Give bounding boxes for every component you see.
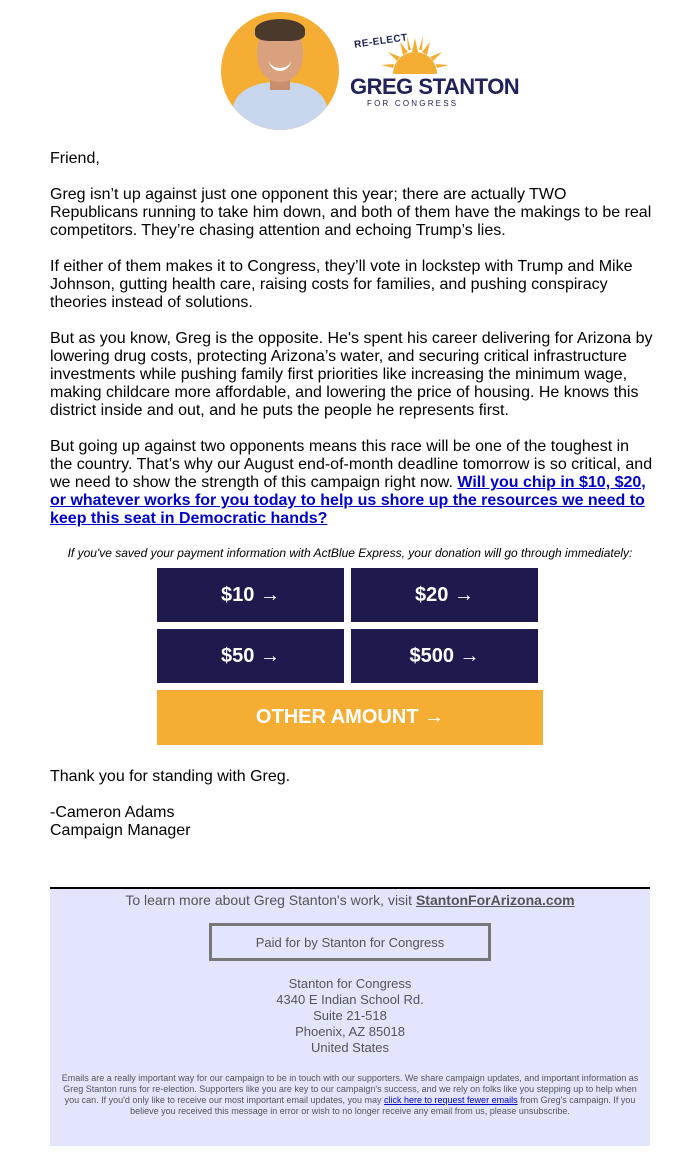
donate-50-button[interactable]: $50 → bbox=[157, 629, 344, 683]
disclaimer-text-1: Emails are a really important way for our campaign to be in touch with our supporters. We share campaign updates, and important information as Greg Stanton runs for re-election. Supporters like you are key to our campaign's success, and we rely on folks like you stepping up to help when you can. If you'd only like to receive our most important email updates, you may bbox=[61, 1073, 639, 1105]
mailing-address bbox=[50, 976, 650, 1056]
signer-name: -Cameron Adams bbox=[50, 804, 175, 821]
address-line: Stanton for Congress bbox=[288, 976, 412, 991]
thanks-line: Thank you for standing with Greg. bbox=[50, 768, 291, 785]
donate-other-amount-button[interactable]: OTHER AMOUNT → bbox=[157, 690, 543, 745]
website-link[interactable]: StantonForArizona.com bbox=[415, 892, 575, 908]
chip-in-link[interactable]: Will you chip in $10, $20, or whatever works for you today to help us shore up the resources we need to keep this seat in Democratic hands? bbox=[50, 474, 646, 527]
learn-more-line bbox=[50, 892, 650, 908]
paragraph-4 bbox=[50, 438, 655, 528]
donate-20-button[interactable]: $20 → bbox=[351, 568, 538, 622]
logo-subtitle: FOR CONGRESS bbox=[367, 99, 459, 108]
signer-role: Campaign Manager bbox=[50, 822, 191, 839]
logo-re-elect: RE-ELECT bbox=[353, 32, 409, 51]
address-line: Phoenix, AZ 85018 bbox=[295, 1024, 405, 1039]
paragraph-4-text: But going up against two opponents means this race will be one of the toughest in the country. That’s why our August end-of-month deadline tomorrow is so critical, and we need to show the strength of this campaign right now. bbox=[50, 438, 653, 491]
email-disclaimer bbox=[60, 1073, 640, 1117]
paragraph-2: If either of them makes it to Congress, they’ll vote in lockstep with Trump and Mike Johnson, gutting health care, raising costs for families, and pushing conspiracy theories instead of solutions. bbox=[50, 258, 633, 311]
signoff bbox=[50, 768, 290, 840]
logo-name: GREG STANTON bbox=[350, 74, 520, 99]
email-header bbox=[0, 0, 700, 140]
paid-for-box: Paid for by Stanton for Congress bbox=[209, 923, 491, 961]
letter-body bbox=[50, 150, 655, 546]
learn-more-text: To learn more about Greg Stanton's work, visit bbox=[125, 892, 416, 908]
campaign-logo bbox=[348, 30, 520, 116]
disclaimer-text-2: from Greg's campaign. If you believe you received this message in error or wish to no longer receive any email from us, please unsubscribe. bbox=[130, 1095, 636, 1116]
donate-10-button[interactable]: $10 → bbox=[157, 568, 344, 622]
greeting: Friend, bbox=[50, 150, 100, 167]
actblue-express-note: If you've saved your payment information with ActBlue Express, your donation will go through immediately: bbox=[67, 546, 633, 560]
fewer-emails-link[interactable]: click here to request fewer emails bbox=[384, 1095, 518, 1105]
address-line: Suite 21-518 bbox=[313, 1008, 387, 1023]
photo-hair bbox=[255, 19, 305, 41]
paragraph-3: But as you know, Greg is the opposite. He's spent his career delivering for Arizona by lowering drug costs, protecting Arizona’s water, and securing critical infrastructure investments while pushing family first priorities like increasing the minimum wage, making childcare more affordable, and lowering the price of housing. He knows this district inside and out, and he puts the people he represents first. bbox=[50, 330, 653, 419]
address-line: 4340 E Indian School Rd. bbox=[276, 992, 424, 1007]
candidate-photo bbox=[221, 12, 339, 130]
paragraph-1: Greg isn’t up against just one opponent this year; there are actually TWO Republicans running to take him down, and both of them have the makings to be real competitors. They’re chasing attention and echoing Trump’s lies. bbox=[50, 186, 652, 239]
email-footer bbox=[50, 887, 650, 1146]
donate-500-button[interactable]: $500 → bbox=[351, 629, 538, 683]
address-line: United States bbox=[310, 1040, 390, 1055]
